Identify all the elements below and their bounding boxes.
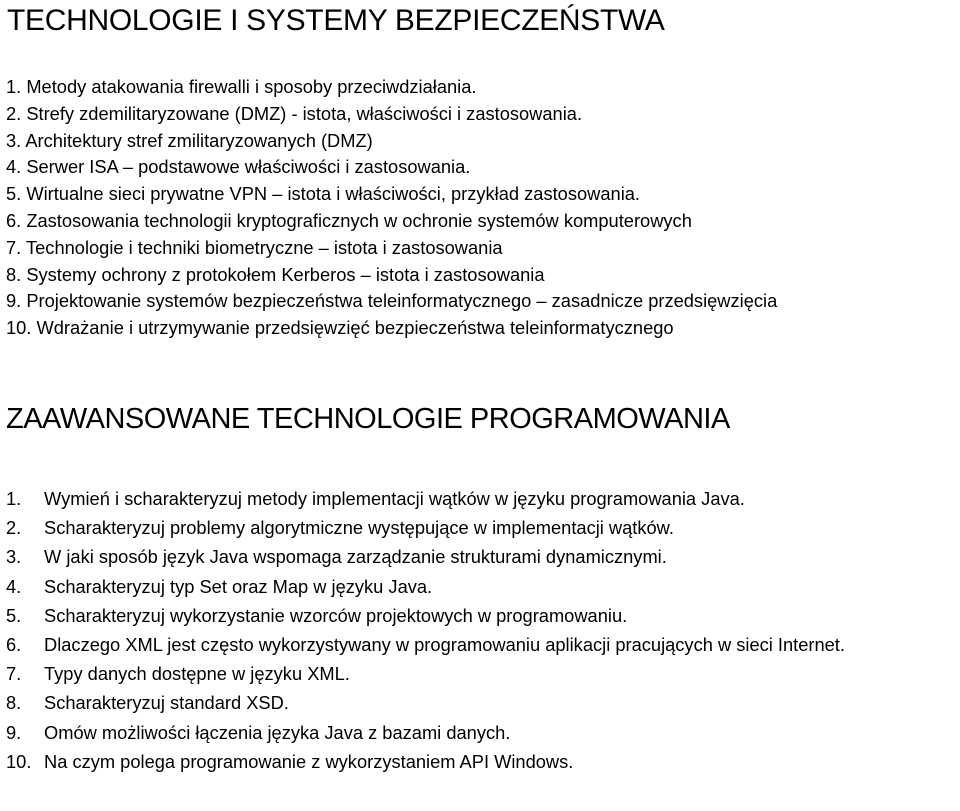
- list-item: 6. Zastosowania technologii kryptograficznych w ochronie systemów komputerowych: [6, 209, 692, 231]
- list-item: 4. Serwer ISA – podstawowe właściwości i zastosowania.: [6, 156, 471, 178]
- list-item: [6, 688, 956, 717]
- item-text: Dlaczego XML jest często wykorzystywany w programowaniu aplikacji pracujących w sieci Internet.: [44, 634, 845, 656]
- security-topic-list: [6, 74, 777, 342]
- list-item: 1. Metody atakowania firewalli i sposoby przeciwdziałania.: [6, 76, 477, 97]
- item-number: 8.: [6, 692, 22, 714]
- section-title-security: TECHNOLOGIE I SYSTEMY BEZPIECZEŃSTWA: [7, 4, 665, 37]
- item-number: 5.: [6, 604, 22, 626]
- item-text: Wymień i scharakteryzuj metody implementacji wątków w języku programowania Java.: [44, 488, 745, 509]
- item-text: Omów możliwości łączenia języka Java z bazami danych.: [44, 721, 511, 743]
- list-item: [6, 542, 956, 571]
- item-number: 9.: [6, 721, 22, 743]
- list-item: [6, 659, 956, 688]
- list-item: [6, 513, 956, 542]
- list-item: 3. Architektury stref zmilitaryzowanych (DMZ): [6, 129, 373, 151]
- list-item: 2. Strefy zdemilitaryzowane (DMZ) - istota, właściwości i zastosowania.: [6, 102, 583, 124]
- list-item: 8. Systemy ochrony z protokołem Kerberos – istota i zastosowania: [6, 263, 545, 285]
- list-item: [6, 601, 956, 630]
- list-item: [6, 572, 956, 601]
- list-item: [6, 747, 956, 776]
- item-number: 3.: [6, 546, 22, 568]
- list-item: 10. Wdrażanie i utrzymywanie przedsięwzięć bezpieczeństwa teleinformatycznego: [6, 317, 674, 339]
- list-item: [6, 484, 956, 513]
- item-text: W jaki sposób język Java wspomaga zarządzanie strukturami dynamicznymi.: [44, 546, 667, 568]
- item-number: 6.: [6, 634, 22, 656]
- item-number: 4.: [6, 575, 22, 597]
- item-number: 1.: [6, 488, 22, 509]
- item-text: Scharakteryzuj standard XSD.: [44, 692, 289, 714]
- item-text: Scharakteryzuj typ Set oraz Map w języku Java.: [44, 575, 433, 597]
- item-text: Na czym polega programowanie z wykorzystaniem API Windows.: [44, 750, 574, 772]
- item-text: Scharakteryzuj problemy algorytmiczne występujące w implementacji wątków.: [44, 517, 674, 539]
- item-text: Scharakteryzuj wykorzystanie wzorców projektowych w programowaniu.: [44, 604, 628, 626]
- item-number: 10.: [6, 750, 32, 772]
- list-item: 5. Wirtualne sieci prywatne VPN – istota i właściwości, przykład zastosowania.: [6, 183, 640, 205]
- programming-question-list: [6, 484, 956, 776]
- list-item: [6, 630, 956, 659]
- item-number: 7.: [6, 663, 22, 685]
- section-title-programming: ZAAWANSOWANE TECHNOLOGIE PROGRAMOWANIA: [6, 403, 730, 435]
- item-number: 2.: [6, 517, 22, 539]
- item-text: Typy danych dostępne w języku XML.: [44, 663, 350, 685]
- list-item: 9. Projektowanie systemów bezpieczeństwa teleinformatycznego – zasadnicze przedsięwzięcia: [6, 290, 778, 312]
- list-item: [6, 718, 956, 747]
- list-item: 7. Technologie i techniki biometryczne – istota i zastosowania: [6, 236, 503, 258]
